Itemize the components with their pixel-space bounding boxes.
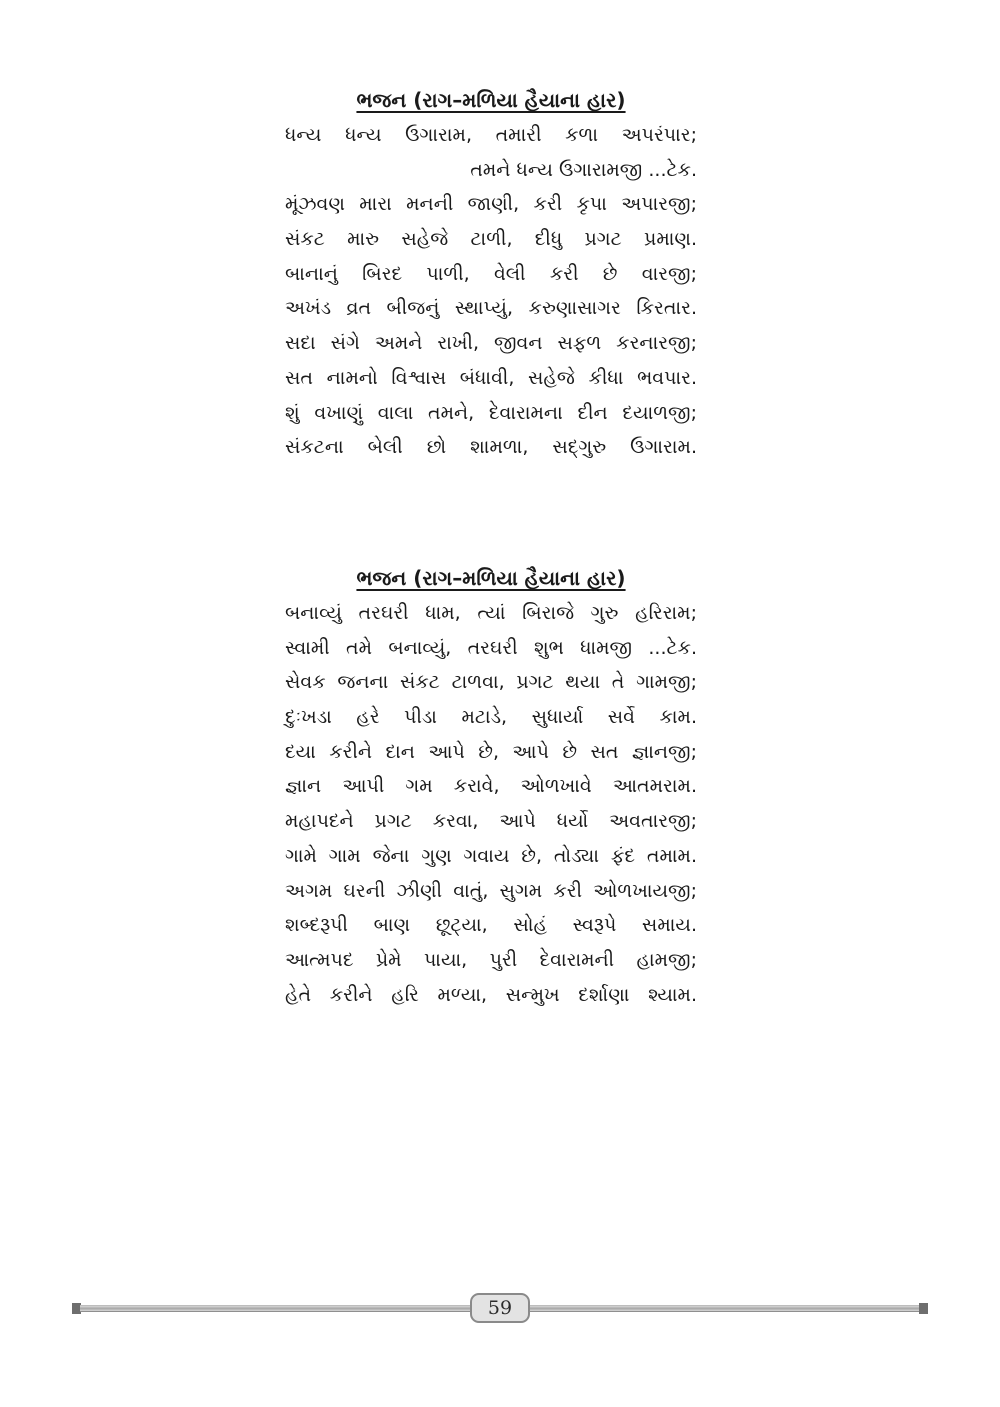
footer-rule-left: [80, 1305, 470, 1312]
hymn-2-line: શબ્દરૂપી બાણ છૂટ્યા, સોહં સ્વરૂપે સમાય.: [285, 914, 697, 937]
hymn-1-title: ભજન (રાગ–મળિયા હૈયાના હાર): [356, 88, 626, 112]
hymn-1-line: શું વખાણું વાલા તમને, દેવારામના દીન દયાળજી;: [285, 401, 697, 424]
hymn-2-verse: [285, 596, 697, 1012]
hymn-1-line: સંકટના બેલી છો શામળા, સદ્‌ગુરુ ઉગારામ.: [285, 436, 697, 459]
hymn-1-line: અખંડ વ્રત બીજનું સ્થાપ્યું, કરુણાસાગર કિરતાર.: [285, 297, 697, 320]
hymn-2-title: ભજન (રાગ–મળિયા હૈયાના હાર): [356, 566, 626, 590]
hymn-2: [285, 560, 697, 1012]
hymn-2-line: બનાવ્યું તરઘરી ધામ, ત્યાં બિરાજે ગુરુ હરિરામ;: [285, 602, 697, 624]
footer-rule-right-cap: [919, 1303, 928, 1314]
hymn-1-line: મૂંઝવણ મારા મનની જાણી, કરી કૃપા અપારજી;: [285, 193, 697, 216]
hymn-2-line: ગામે ગામ જેના ગુણ ગવાય છે, તોડ્યા ફંદ તમામ.: [285, 844, 697, 867]
hymn-1-line: સત નામનો વિશ્વાસ બંધાવી, સહેજે કીધા ભવપાર.: [285, 366, 697, 389]
hymn-1-line: બાનાનું બિરદ પાળી, વેલી કરી છે વારજી;: [285, 262, 697, 285]
hymn-2-line: મહાપદને પ્રગટ કરવા, આપે ધર્યો અવતારજી;: [285, 810, 697, 833]
hymn-1: [285, 82, 697, 465]
page-number: 59: [470, 1293, 530, 1323]
hymn-1-line: સદા સંગે અમને રાખી, જીવન સફળ કરનારજી;: [285, 332, 697, 355]
hymn-2-line: આત્મપદ પ્રેમે પાયા, પુરી દેવારામની હામજી;: [285, 948, 697, 971]
hymn-2-line: જ્ઞાન આપી ગમ કરાવે, ઓળખાવે આતમરામ.: [285, 775, 697, 798]
hymn-1-verse: [285, 118, 697, 465]
footer-rule-right: [530, 1305, 920, 1312]
hymn-2-line: સ્વામી તમે બનાવ્યું, તરઘરી શુભ ધામજી ...ટેક.: [285, 636, 697, 659]
hymn-2-line: દુઃખડા હરે પીડા મટાડે, સુધાર્યા સર્વે કામ.: [285, 706, 697, 729]
hymn-2-line: દયા કરીને દાન આપે છે, આપે છે સત જ્ઞાનજી;: [285, 740, 697, 763]
hymn-2-line: અગમ ઘરની ઝીણી વાતું, સુગમ કરી ઓળખાયજી;: [285, 879, 697, 902]
page-footer: [72, 1293, 928, 1323]
hymn-2-line: સેવક જનના સંકટ ટાળવા, પ્રગટ થયા તે ગામજી;: [285, 671, 697, 694]
hymn-2-line: હેતે કરીને હરિ મળ્યા, સન્મુખ દર્શાણા શ્યામ.: [285, 983, 697, 1006]
hymn-1-line: સંકટ મારુ સહેજે ટાળી, દીધુ પ્રગટ પ્રમાણ.: [285, 228, 697, 251]
hymn-1-line: ધન્ય ધન્ય ઉગારામ, તમારી કળા અપરંપાર;: [285, 124, 697, 146]
hymn-1-refrain-line: તમને ધન્ય ઉગારામજી ...ટેક.: [470, 158, 697, 181]
